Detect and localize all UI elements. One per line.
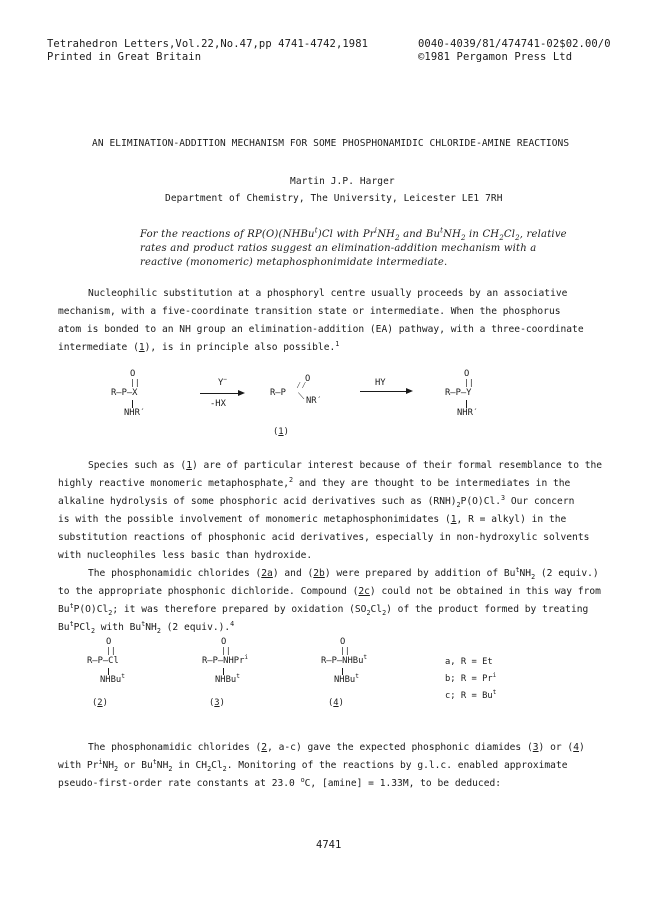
para4-line-3: pseudo-first-order rate constants at 23.0 $^o$C, [amine] = 1.33M, to be deduced: — [58, 775, 502, 789]
abstract-line-2: rates and product ratios suggest an elimination-addition mechanism with a — [140, 243, 537, 254]
para2-line-1: Species such as (1) are of particular interest because of their formal resemblance to the — [88, 460, 603, 471]
scheme1-reactant: R—P—X — [111, 388, 138, 398]
abstract-line-1: For the reactions of RP(O)(NHBu$^t$)Cl with $Pr^iNH_2$ and $Bu^tNH_2$ in $CH_2Cl_2$, relative — [140, 226, 567, 242]
scheme1-nr: NR′ — [306, 396, 322, 406]
compound-2: R—P—Cl — [87, 656, 119, 666]
affiliation: Department of Chemistry, The University, Leicester LE1 7RH — [165, 193, 503, 204]
compound-4: R—P—NHBu$^t$ — [321, 654, 368, 666]
scheme1-reagent-hy: HY — [375, 378, 386, 388]
scheme1-label: (1) — [273, 427, 289, 437]
para4-line-2: with $Pr^iNH_2$ or $Bu^tNH_2$ in $CH_2Cl_2$. Monitoring of the reactions by g.l.c. enabled approximate — [58, 757, 568, 773]
compound-3: R—P—NHPr$^i$ — [202, 654, 249, 666]
journal-code: 0040-4039/81/474741-02$02.00/0 — [418, 38, 611, 50]
printed-in: Printed in Great Britain — [47, 51, 202, 63]
para1-line-2: mechanism, with a five-coordinate transition state or intermediate. When the phosphorus — [58, 306, 561, 317]
scheme1-nhr-2: NHR′ — [457, 408, 479, 418]
compound-4-label: (4) — [328, 698, 344, 708]
para2-line-3: alkaline hydrolysis of some phosphoric acid derivatives such as $(RNH)_2P(O)Cl.^3$ Our concern — [58, 493, 575, 509]
para1-line-3: atom is bonded to an NH group an elimination-addition (EA) pathway, with a three-coordinate — [58, 324, 584, 335]
scheme1-nhr-1: NHR′ — [124, 408, 146, 418]
para1-line-4: intermediate (1), is in principle also possible.$^1$ — [58, 339, 340, 353]
compound-2-label: (2) — [92, 698, 108, 708]
article-title: AN ELIMINATION-ADDITION MECHANISM FOR SOME PHOSPHONAMIDIC CHLORIDE-AMINE REACTIONS — [92, 138, 570, 149]
para4-line-1: The phosphonamidic chlorides (2, a-c) gave the expected phosphonic diamides (3) or (4) — [88, 742, 585, 753]
para2-line-6: with nucleophiles less basic than hydroxide. — [58, 550, 313, 561]
scheme1-o-1: O — [130, 369, 136, 379]
para2-line-5: substitution reactions of phosphonic acid derivatives, especially in non-hydroxylic solvents — [58, 532, 590, 543]
scheme1-o-3: O — [464, 369, 470, 379]
para3-line-1: The phosphonamidic chlorides (2a) and (2b) were prepared by addition of $Bu^tNH_2$ (2 equiv.) — [88, 565, 599, 581]
abstract-line-3: reactive (monomeric) metaphosphonimidate intermediate. — [140, 257, 448, 268]
journal-citation: Tetrahedron Letters,Vol.22,No.47,pp 4741-4742,1981 — [47, 38, 369, 50]
compound-3-label: (3) — [209, 698, 225, 708]
para2-line-2: highly reactive monomeric metaphosphate,$^2$ and they are thought to be intermediates in the — [58, 475, 571, 489]
scheme1-intermediate-rp: R—P — [270, 388, 286, 398]
key-c: c; $R = Bu^t$ — [445, 689, 497, 701]
scheme1-reagent-y: Y− — [218, 376, 228, 388]
para3-line-4: $Bu^tPCl_2$ with $Bu^tNH_2$ (2 equiv.).$^4$ — [58, 619, 235, 635]
scheme1-o-2: O — [305, 374, 311, 384]
scheme1-product: R—P—Y — [445, 388, 472, 398]
key-b: b; $R = Pr^i$ — [445, 672, 497, 684]
para3-line-2: to the appropriate phosphonic dichloride. Compound (2c) could not be obtained in this way from — [58, 586, 601, 597]
para1-line-1: Nucleophilic substitution at a phosphoryl centre usually proceeds by an associative — [88, 288, 568, 299]
author: Martin J.P. Harger — [290, 176, 395, 187]
key-a: a, R = Et — [445, 657, 493, 667]
page-number: 4741 — [316, 839, 342, 851]
copyright: ©1981 Pergamon Press Ltd — [418, 51, 573, 63]
para2-line-4: is with the possible involvement of monomeric metaphosphonimidates (1, R = alkyl) in the — [58, 514, 567, 525]
para3-line-3: $Bu^tP(O)Cl_2$; it was therefore prepared by oxidation $(SO_2Cl_2)$ of the product formed by treating — [58, 601, 589, 617]
scheme1-minus-hx: -HX — [210, 399, 226, 409]
